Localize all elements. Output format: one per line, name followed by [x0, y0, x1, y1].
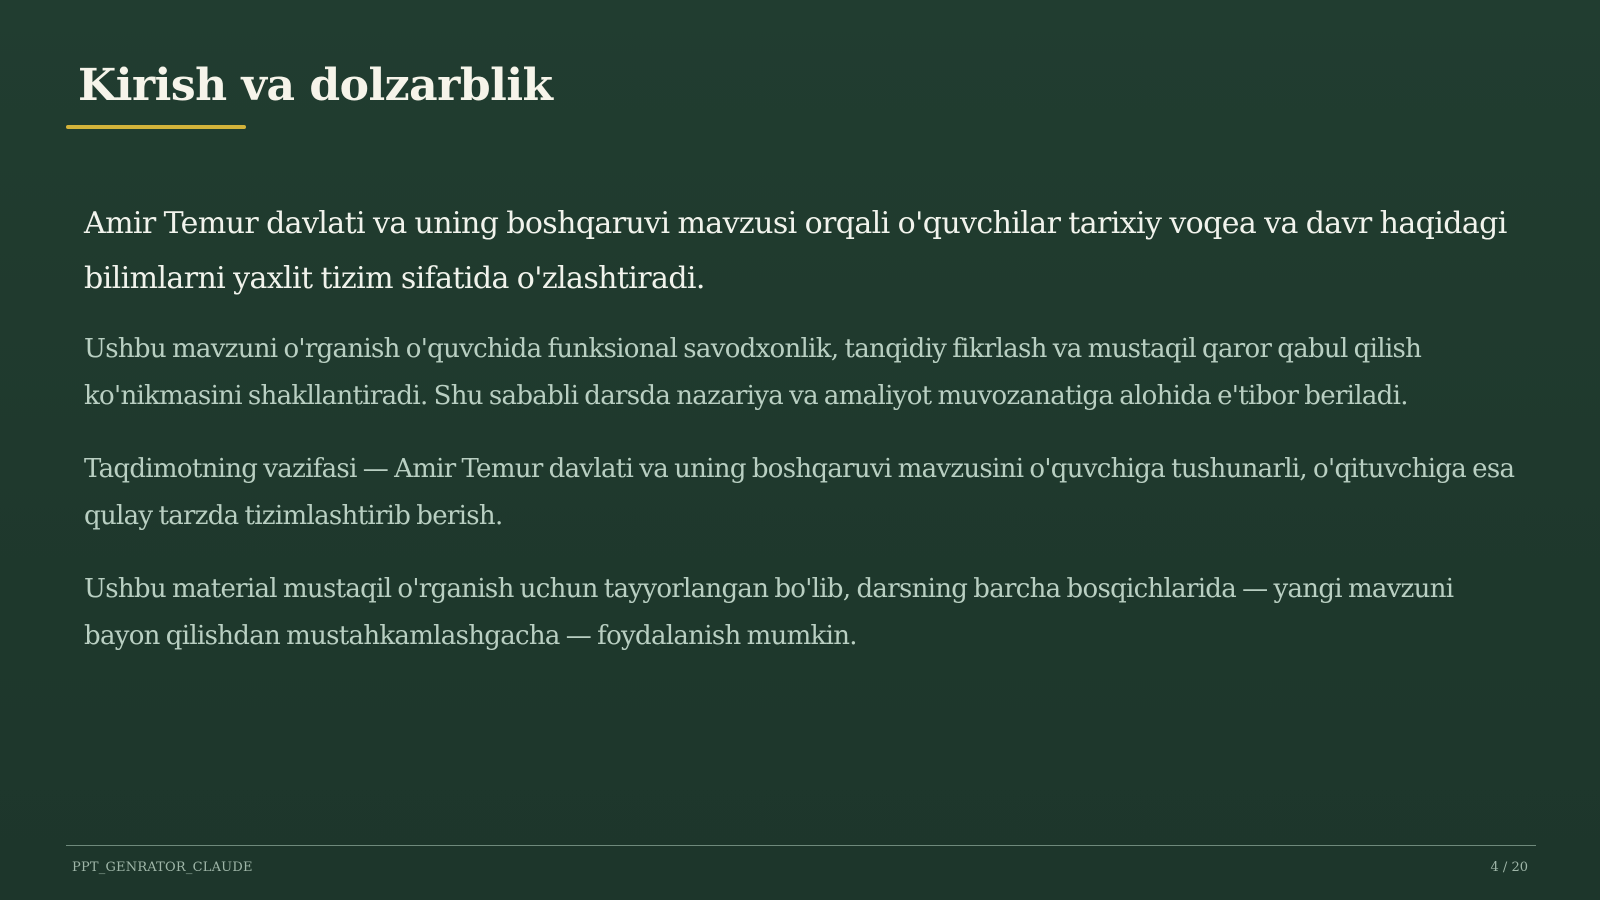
page-number: 4 / 20	[1490, 860, 1528, 875]
title-underline	[66, 125, 246, 129]
footer-label: PPT_GENRATOR_CLAUDE	[72, 860, 253, 875]
footer-divider	[66, 845, 1536, 846]
body-paragraph-3: Ushbu material mustaqil o'rganish uchun tayyorlangan bo'lib, darsning barcha bosqichlarida — yangi mavzuni bayon qilishdan mustahkamlashgacha — foydalanish mumkin.	[84, 574, 1454, 651]
slide-content	[84, 196, 1524, 686]
body-paragraph-1: Ushbu mavzuni o'rganish o'quvchida funksional savodxonlik, tanqidiy fikrlash va mustaqil qaror qabul qilish ko'nikmasini shakllantiradi. Shu sababli darsda nazariya va amaliyot muvozanatiga alohida e'tibor beriladi.	[84, 334, 1422, 411]
slide-title: Kirish va dolzarblik	[78, 60, 553, 111]
lead-paragraph: Amir Temur davlati va uning boshqaruvi mavzusi orqali o'quvchilar tarixiy voqea va davr haqidagi bilimlarni yaxlit tizim sifatida o'zlashtiradi.	[84, 206, 1507, 296]
body-paragraph-2: Taqdimotning vazifasi — Amir Temur davlati va uning boshqaruvi mavzusini o'quvchiga tushunarli, o'qituvchiga esa qulay tarzda tizimlashtirib berish.	[84, 454, 1515, 531]
